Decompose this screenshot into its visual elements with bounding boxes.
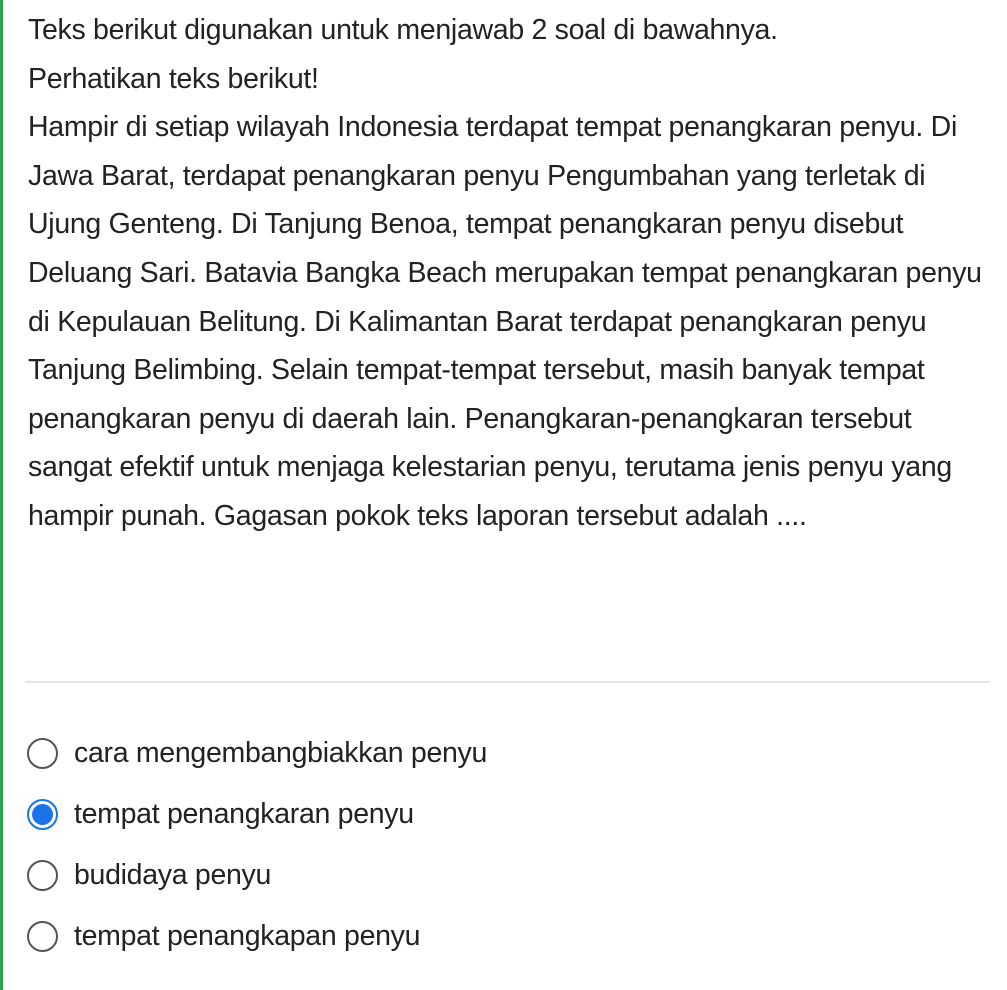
question-text	[28, 6, 993, 541]
answer-option-1[interactable]	[25, 723, 985, 784]
answer-option-4[interactable]	[25, 906, 985, 967]
radio-button[interactable]	[27, 799, 58, 830]
question-passage: Hampir di setiap wilayah Indonesia terdapat tempat penangkaran penyu. Di Jawa Barat, terdapat penangkaran penyu Pengumbahan yang terletak di Ujung Genteng. Di Tanjung Benoa, tempat penangkaran penyu disebut Deluang Sari. Batavia Bangka Beach merupakan tempat penangkaran penyu di Kepulauan Belitung. Di Kalimantan Barat terdapat penangkaran penyu Tanjung Belimbing. Selain tempat-tempat tersebut, masih banyak tempat penangkaran penyu di daerah lain. Penangkaran-penangkaran tersebut sangat efektif untuk menjaga kelestarian penyu, terutama jenis penyu yang hampir punah. Gagasan pokok teks laporan tersebut adalah ....	[28, 111, 982, 532]
radio-button[interactable]	[27, 738, 58, 769]
answer-options	[25, 723, 985, 967]
divider	[25, 681, 990, 683]
answer-option-label: cara mengembangbiakkan penyu	[74, 737, 488, 769]
question-intro: Teks berikut digunakan untuk menjawab 2 soal di bawahnya.	[28, 14, 778, 46]
answer-option-label: tempat penangkaran penyu	[74, 798, 414, 830]
radio-button[interactable]	[27, 860, 58, 891]
answer-option-label: tempat penangkapan penyu	[74, 920, 421, 952]
question-accent-bar	[0, 0, 3, 990]
answer-option-2[interactable]	[25, 784, 985, 845]
answer-option-3[interactable]	[25, 845, 985, 906]
answer-option-label: budidaya penyu	[74, 859, 272, 891]
question-instruction: Perhatikan teks berikut!	[28, 62, 319, 95]
radio-button[interactable]	[27, 921, 58, 952]
